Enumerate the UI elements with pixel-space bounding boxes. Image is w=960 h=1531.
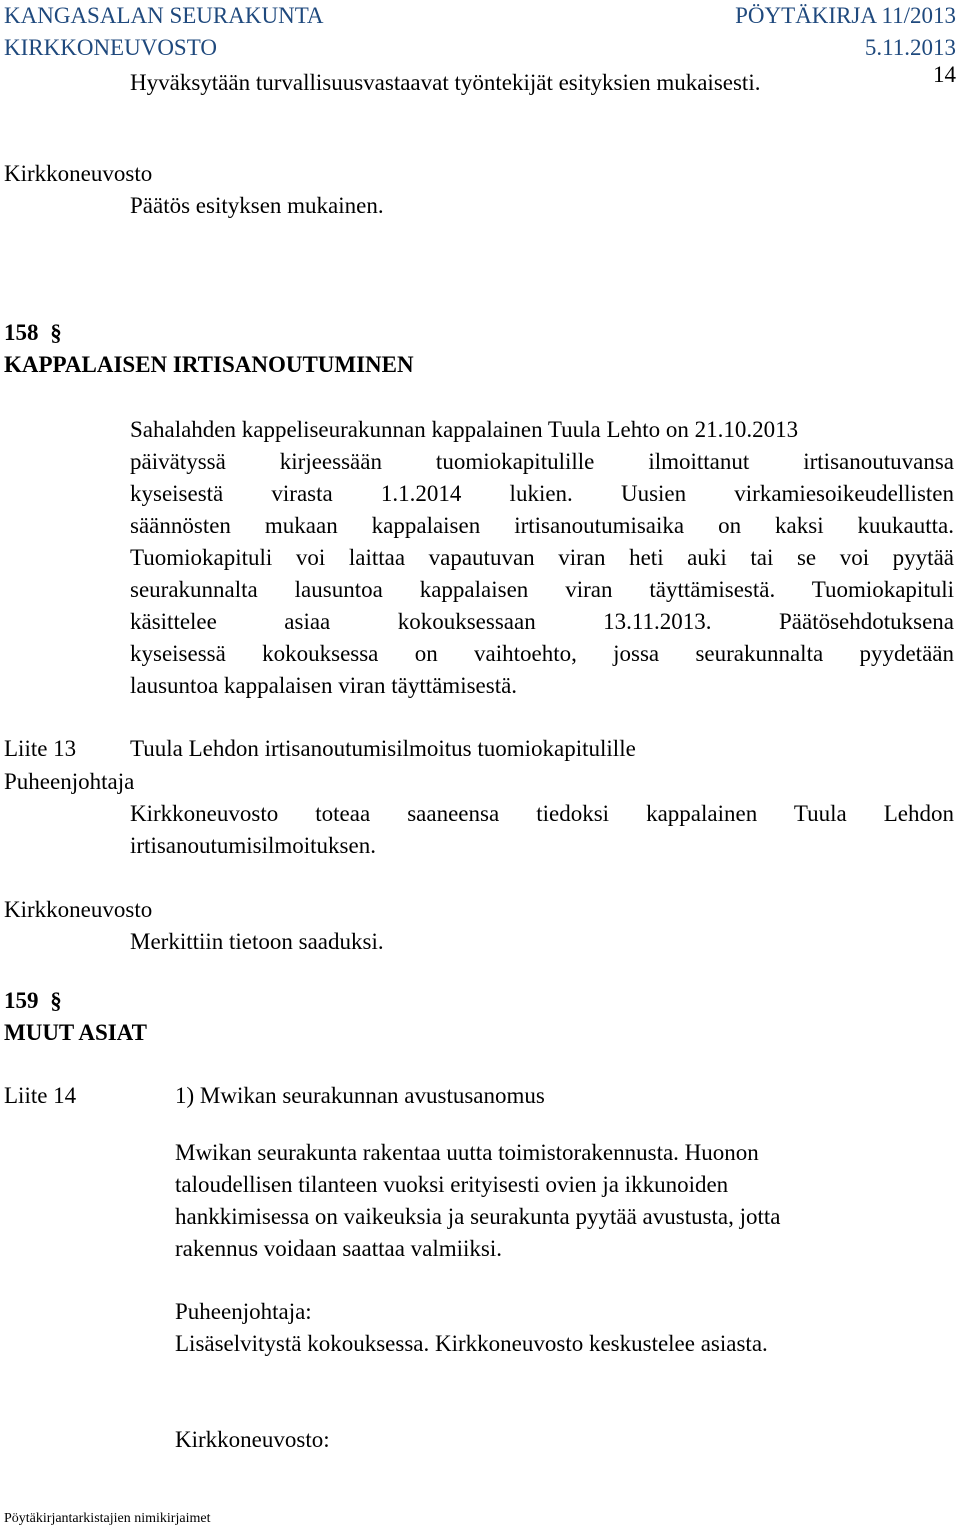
attachment-14-label: Liite 14 <box>4 1083 77 1108</box>
section-158-line-3: kyseisestä virasta 1.1.2014 lukien. Uusien virkamiesoikeudellisten <box>130 481 954 506</box>
section-158-heading <box>4 319 62 347</box>
section-158-line-1: Sahalahden kappeliseurakunnan kappalainen Tuula Lehto on 21.10.2013 <box>130 417 799 442</box>
section-158-line-9: lausuntoa kappalaisen viran täyttämisestä. <box>130 673 518 698</box>
item-1-line-2: taloudellisen tilanteen vuoksi erityisesti ovien ja ikkunoiden <box>175 1172 729 1197</box>
item-1-line-4: rakennus voidaan saattaa valmiiksi. <box>175 1236 503 1261</box>
chair-label-158: Puheenjohtaja <box>4 769 135 794</box>
attachment-13-label: Liite 13 <box>4 736 77 761</box>
header-doc: PÖYTÄKIRJA 11/2013 <box>735 3 956 28</box>
council-label-158: Kirkkoneuvosto <box>4 897 153 922</box>
chair-text-159: Lisäselvitystä kokouksessa. Kirkkoneuvosto keskustelee asiasta. <box>175 1331 768 1356</box>
header-org: KANGASALAN SEURAKUNTA <box>4 3 324 28</box>
chair-line-158-2: irtisanoutumisilmoituksen. <box>130 833 376 858</box>
section-158-title: KAPPALAISEN IRTISANOUTUMINEN <box>4 352 414 377</box>
section-158-line-6: seurakunnalta lausuntoa kappalaisen viran täyttämisestä. Tuomiokapituli <box>130 577 954 602</box>
item-1-line-3: hankkimisessa on vaikeuksia ja seurakunta pyytää avustusta, jotta <box>175 1204 781 1229</box>
footer-text: Pöytäkirjantarkistajien nimikirjaimet <box>4 1511 211 1526</box>
section-159-heading <box>4 987 62 1015</box>
header-date: 5.11.2013 <box>864 35 956 60</box>
prev-decision: Päätös esityksen mukainen. <box>130 193 384 218</box>
page-number: 14 <box>933 62 956 87</box>
section-158-line-5: Tuomiokapituli voi laittaa vapautuvan viran heti auki tai se voi pyytää <box>130 545 954 570</box>
header-body: KIRKKONEUVOSTO <box>4 35 217 60</box>
section-158-line-4: säännösten mukaan kappalaisen irtisanoutumisaika on kaksi kuukautta. <box>130 513 954 538</box>
section-159-sign: § <box>50 988 62 1013</box>
section-159-title: MUUT ASIAT <box>4 1020 147 1045</box>
attachment-13-text: Tuula Lehdon irtisanoutumisilmoitus tuomiokapitulille <box>130 736 636 761</box>
section-158-sign: § <box>50 320 62 345</box>
section-158-line-7: käsittelee asiaa kokouksessaan 13.11.2013. Päätösehdotuksena <box>130 609 954 634</box>
council-decision-158: Merkittiin tietoon saaduksi. <box>130 929 384 954</box>
section-158-line-2: päivätyssä kirjeessään tuomiokapitulille ilmoittanut irtisanoutuvansa <box>130 449 954 474</box>
chair-label-159: Puheenjohtaja: <box>175 1299 312 1324</box>
section-158-number: 158 <box>4 320 39 345</box>
prev-council-label: Kirkkoneuvosto <box>4 161 153 186</box>
prev-approval-text: Hyväksytään turvallisuusvastaavat työntekijät esityksien mukaisesti. <box>130 70 761 95</box>
item-1-title: 1) Mwikan seurakunnan avustusanomus <box>175 1083 545 1108</box>
section-159-number: 159 <box>4 988 39 1013</box>
council-label-159: Kirkkoneuvosto: <box>175 1427 330 1452</box>
section-158-line-8: kyseisessä kokouksessa on vaihtoehto, jossa seurakunnalta pyydetään <box>130 641 954 666</box>
chair-line-158-1: Kirkkoneuvosto toteaa saaneensa tiedoksi kappalainen Tuula Lehdon <box>130 801 954 826</box>
item-1-line-1: Mwikan seurakunta rakentaa uutta toimistorakennusta. Huonon <box>175 1140 759 1165</box>
